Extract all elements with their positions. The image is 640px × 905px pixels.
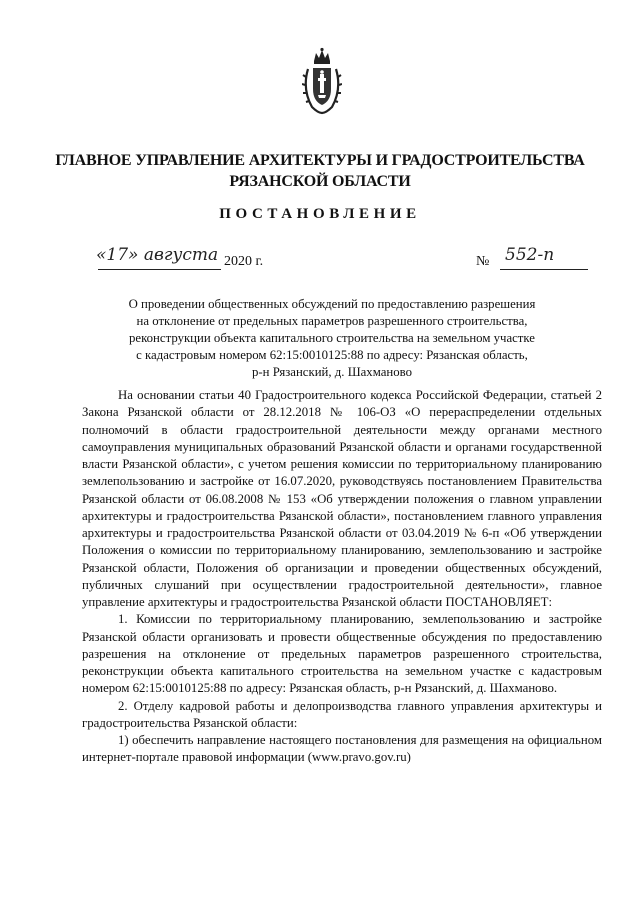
subject-line: реконструкции объекта капитального строительства на земельном участке	[129, 331, 535, 345]
organization-name-line2: РЯЗАНСКОЙ ОБЛАСТИ	[229, 173, 411, 190]
subject-line: р-н Рязанский, д. Шахманово	[252, 365, 412, 379]
preamble-paragraph: На основании статьи 40 Градостроительного кодекса Российской Федерации, статьей 2 Закона Рязанской области от 28.12.2018 № 106-ОЗ «О перераспределении отдельных полномочий в области градостроительной деятельности между органами местного самоуправления муниципальных образований Рязанской области и органами государственной власти Рязанской области», с учетом решения комиссии по территориальному планированию землепользованию и застройке от 16.07.2020, руководствуясь постановлением Правительства Рязанской области от 06.08.2008 № 153 «Об утверждении положения о главном управлении архитектуры и градостроительства Рязанской области», постановлением главного управления архитектуры и градостроительства Рязанской области от 03.04.2019 № 6-п «Об утверждении Положения о комиссии по территориальному планированию, землепользованию и застройке Рязанской области, Положения об организации и проведении общественных обсуждений, публичных слушаний при осуществлении градостроительной деятельности», главное управление архитектуры и градостроительства Рязанской области ПОСТАНОВЛЯЕТ:	[82, 388, 602, 609]
handwritten-document-number: 552-п	[505, 245, 555, 265]
clause-1-paragraph: 1. Комиссии по территориальному планированию, землепользованию и застройке Рязанской области организовать и провести общественные обсуждения по предоставлению разрешения на отклонение от предельных параметров разрешенного строительства, реконструкции объекта капитального строительства на земельном участке с кадастровым номером 62:15:0010125:88 по адресу: Рязанская область, р-н Рязанский, д. Шахманово.	[82, 612, 602, 696]
document-body	[82, 387, 602, 767]
coat-of-arms-icon	[302, 47, 342, 117]
subject-line: О проведении общественных обсуждений по предоставлению разрешения	[128, 297, 536, 311]
document-type-title: ПОСТАНОВЛЕНИЕ	[219, 206, 421, 222]
document-year: 2020 г.	[224, 254, 264, 269]
subject-line: на отклонение от предельных параметров разрешенного строительства,	[136, 314, 528, 328]
date-number-row	[96, 245, 596, 285]
clause-2-paragraph: 2. Отделу кадровой работы и делопроизводства главного управления архитектуры и градостроительства Рязанской области:	[82, 698, 602, 730]
number-underline	[500, 269, 588, 270]
clause-2-1-paragraph: 1) обеспечить направление настоящего постановления для размещения на официальном интернет-портале правовой информации (www.pravo.gov.ru)	[82, 733, 602, 765]
subject-line: с кадастровым номером 62:15:0010125:88 по адресу: Рязанская область,	[136, 348, 528, 362]
organization-name-line1: ГЛАВНОЕ УПРАВЛЕНИЕ АРХИТЕКТУРЫ И ГРАДОСТРОИТЕЛЬСТВА	[55, 152, 585, 169]
number-sign: №	[476, 254, 490, 269]
document-subject	[82, 296, 582, 381]
date-underline	[98, 269, 221, 270]
handwritten-date: «17» августа	[96, 245, 219, 265]
